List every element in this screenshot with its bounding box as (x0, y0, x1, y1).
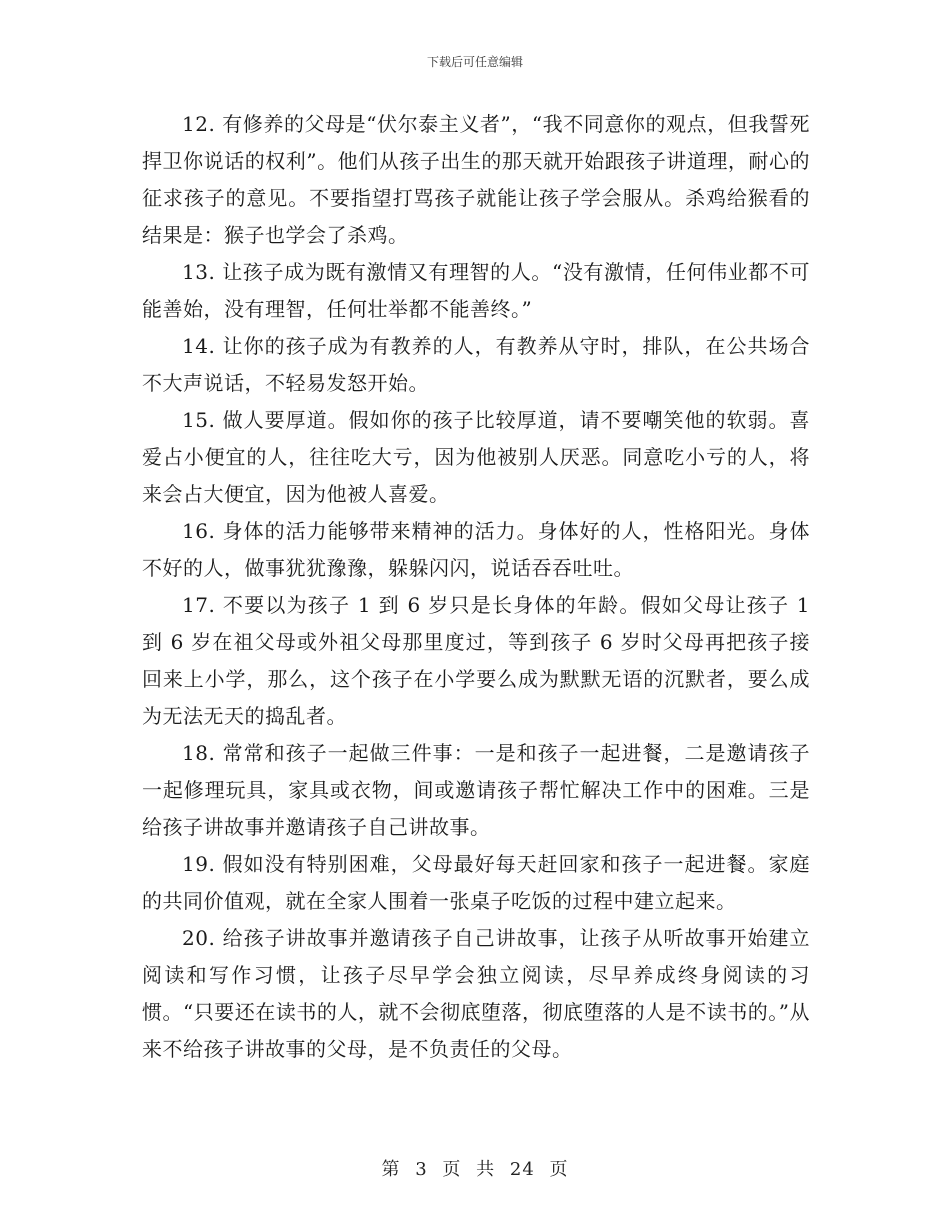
page-label-mid: 页 (442, 1159, 462, 1180)
paragraph-15: 15. 做人要厚道。假如你的孩子比较厚道，请不要嘲笑他的软弱。喜爱占小便宜的人，往往吃大亏，因为他被别人厌恶。同意吃小亏的人，将来会占大便宜，因为他被人喜爱。 (142, 408, 810, 506)
paragraph-18: 18. 常常和孩子一起做三件事：一是和孩子一起进餐，二是邀请孩子一起修理玩具，家具或衣物，间或邀请孩子帮忙解决工作中的困难。三是给孩子讲故事并邀请孩子自己讲故事。 (142, 741, 810, 839)
paragraph-16: 16. 身体的活力能够带来精神的活力。身体好的人，性格阳光。身体不好的人，做事犹犹豫豫，躲躲闪闪，说话吞吞吐吐。 (142, 519, 810, 580)
current-page-number: 3 (415, 1159, 428, 1180)
total-label: 共 (476, 1159, 496, 1180)
paragraph-20: 20. 给孩子讲故事并邀请孩子自己讲故事，让孩子从听故事开始建立阅读和写作习惯，让孩子尽早学会独立阅读，尽早养成终身阅读的习惯。“只要还在读书的人，就不会彻底堕落，彻底堕落的人是不读书的。”从来不给孩子讲故事的父母，是不负责任的父母。 (142, 926, 810, 1061)
document-body (142, 106, 810, 1068)
paragraph-12: 12. 有修养的父母是“伏尔泰主义者”，“我不同意你的观点，但我誓死捍卫你说话的权利”。他们从孩子出生的那天就开始跟孩子讲道理，耐心的征求孩子的意见。不要指望打骂孩子就能让孩子学会服从。杀鸡给猴看的结果是：猴子也学会了杀鸡。 (142, 112, 810, 247)
total-pages-number: 24 (509, 1159, 535, 1180)
page-label-prefix: 第 (381, 1159, 401, 1180)
paragraph-14: 14. 让你的孩子成为有教养的人，有教养从守时，排队，在公共场合不大声说话，不轻易发怒开始。 (142, 334, 810, 395)
page-header: 下载后可任意编辑 (426, 55, 523, 69)
page-footer (0, 1155, 950, 1181)
paragraph-13: 13. 让孩子成为既有激情又有理智的人。“没有激情，任何伟业都不可能善始，没有理智，任何壮举都不能善终。” (142, 260, 810, 321)
page-label-suffix: 页 (549, 1159, 569, 1180)
paragraph-19: 19. 假如没有特别困难，父母最好每天赶回家和孩子一起进餐。家庭的共同价值观，就在全家人围着一张桌子吃饭的过程中建立起来。 (142, 852, 810, 913)
paragraph-17: 17. 不要以为孩子 1 到 6 岁只是长身体的年龄。假如父母让孩子 1 到 6 岁在祖父母或外祖父母那里度过，等到孩子 6 岁时父母再把孩子接回来上小学，那么，这个孩子在小学要么成为默默无语的沉默者，要么成为无法无天的捣乱者。 (142, 593, 810, 728)
